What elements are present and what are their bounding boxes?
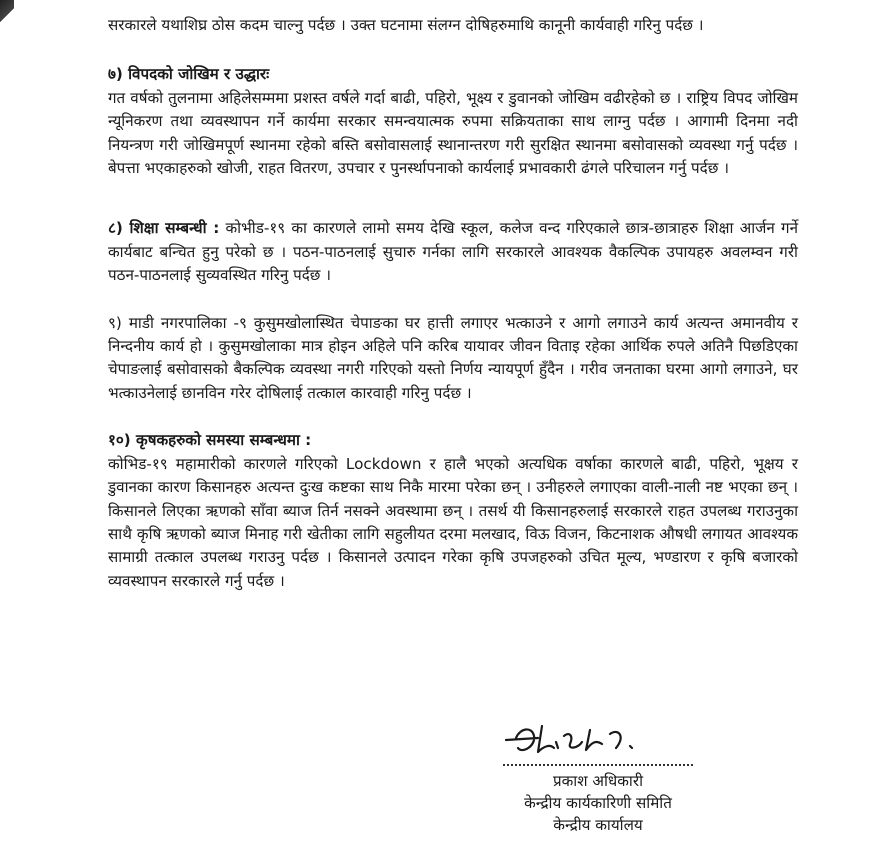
section-10-body: कोभिड-१९ महामारीको कारणले गरिएको Lockdown र हालै भएको अत्यधिक वर्षाका कारणले बाढी, पहिरो, भूक्षय र डुवानका कारण किसानहरु अत्यन्त दुःख कष्टका साथ निकै मारमा परेका छन् । उनीहरुले लगाएका वाली-नाली नष्ट भएका छन् । किसानले लिएका ऋणको साँवा ब्याज तिर्न नसक्ने अवस्थामा छन् । तसर्थ यी किसानहरुलाई सरकारले राहत उपलब्ध गराउनुका साथै कृषि ऋणको ब्याज मिनाह गरी खेतीका लागि सहुलीयत दरमा मलखाद, विऊ विजन, किटनाशक औषधी लगायत आवश्यक सामाग्री तत्काल उपलब्ध गराउनु पर्दछ । किसानले उत्पादन गरेका कृषि उपजहरुको उचित मूल्य, भण्डारण र कृषि बजारको व्यवस्थापन सरकारले गर्नु पर्दछ । — [108, 454, 798, 590]
section-8-paragraph — [108, 217, 798, 287]
signature-block — [468, 718, 728, 836]
signatory-office: केन्द्रीय कार्यालय — [553, 816, 643, 834]
section-7-body: गत वर्षको तुलनामा अहिलेसम्ममा प्रशस्त वर्षले गर्दा बाढी, पहिरो, भूक्ष्य र डुवानको जोखिम वढीरहेको छ । राष्ट्रिय विपद जोखिम न्यूनिकरण तथा व्यवस्थापन गर्ने कार्यमा सरकार समन्वयात्मक रुपमा सक्रियताका साथ लाग्नु पर्दछ । आगामी दिनमा नदी नियन्त्रण गरी जोखिमपूर्ण स्थानमा रहेको बस्ति बसोवासलाई स्थानान्तरण गरी सुरक्षित स्थानमा बसोवासको व्यवस्था गर्नु पर्दछ । बेपत्ता भएकाहरुको खोजी, राहत वितरण, उपचार र पुनर्स्थापनाको कार्यलाई प्रभावकारी ढंगले परिचालन गर्नु पर्दछ । — [108, 88, 798, 178]
section-8-body: कोभीड-१९ का कारणले लामो समय देखि स्कूल, कलेज वन्द गरिएकाले छात्र-छात्राहरु शिक्षा आर्जन गर्ने कार्यबाट बन्चित हुनु परेको छ । पठन-पाठनलाई सुचारु गर्नका लागि सरकारले आवश्यक वैकल्पिक उपायहरु अवलम्वन गरी पठन-पाठनलाई सुव्यवस्थित गरिनु पर्दछ । — [108, 219, 799, 285]
section-8-heading: ८) शिक्षा सम्बन्धी : — [108, 219, 220, 238]
section-10-heading: १०) कृषकहरुको समस्या सम्बन्धमा : — [108, 431, 312, 450]
document-page — [108, 14, 798, 593]
signatory-name: प्रकाश अधिकारी — [552, 772, 643, 790]
section-7-heading: ७) विपदको जोखिम र उद्धारः — [108, 65, 270, 84]
handwritten-signature — [498, 718, 698, 762]
scan-corner-shadow — [0, 0, 14, 26]
intro-paragraph: सरकारले यथाशिघ्र ठोस कदम चाल्नु पर्दछ । उक्त घटनामा संलग्न दोषिहरुमाथि कानूनी कार्यवाही गरिनु पर्दछ । — [108, 16, 704, 34]
signature-line — [503, 764, 693, 766]
signatory-committee: केन्द्रीय कार्यकारिणी समिति — [524, 794, 672, 812]
section-9-paragraph: ९) माडी नगरपालिका -९ कुसुमखोलास्थित चेपाङका घर हात्ती लगाएर भत्काउने र आगो लगाउने कार्य अत्यन्त अमानवीय र निन्दनीय कार्य हो । कुसुमखोलाका मात्र होइन अहिले पनि करिब यायावर जीवन विताइ रहेका आर्थिक रुपले अतिनै पिछडिएका चेपाङलाई बसोवासको बैकल्पिक व्यवस्था नगरी गरिएको यस्तो निर्णय न्यायपूर्ण हुँदैन । गरीव जनताका घरमा आगो लगाउने, घर भत्काउनेलाई छानविन गरेर दोषिलाई तत्काल कारवाही गरिनु पर्दछ । — [108, 313, 798, 402]
